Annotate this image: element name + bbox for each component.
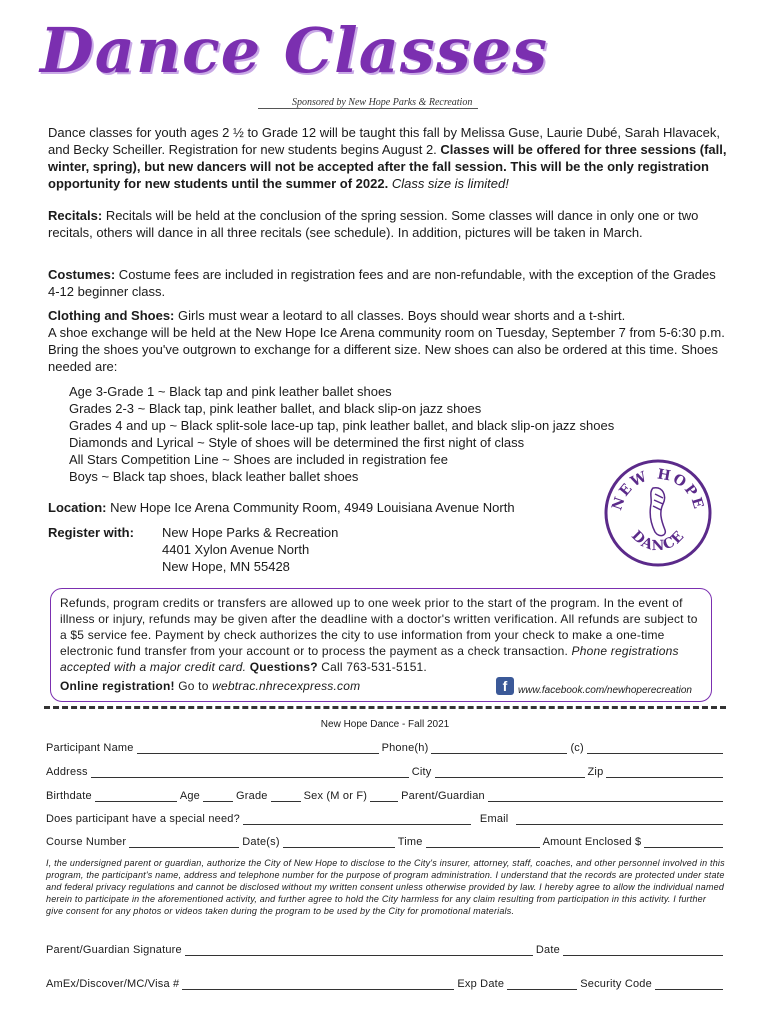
sex-label: Sex (M or F)	[303, 790, 368, 802]
location-text: New Hope Ice Arena Community Room, 4949 Louisiana Avenue North	[106, 500, 515, 515]
city-field[interactable]	[435, 766, 585, 778]
form-title: New Hope Dance - Fall 2021	[320, 719, 450, 730]
refund-policy-text: Refunds, program credits or transfers are allowed up to one week prior to the start of the program. In the event of illness or injury, refunds may be given after the deadline with a doctor's written verification. All refunds are subject to a $5 service fee. Payment by check authorizes the city to use information from your check to make a one-time electronic fund transfer from your account or to process the payment as a check transaction.	[60, 596, 698, 658]
shoes-list-item: Age 3-Grade 1 ~ Black tap and pink leather ballet shoes	[69, 384, 392, 399]
logo-bottom-text: DANCE	[628, 527, 688, 555]
city-label: City	[411, 766, 432, 778]
phone-cell-field[interactable]	[587, 742, 723, 754]
costumes-paragraph	[48, 266, 728, 300]
birthdate-label: Birthdate	[46, 790, 92, 802]
parent-guardian-label: Parent/Guardian	[401, 790, 485, 802]
participant-name-field[interactable]	[137, 742, 379, 754]
register-address-line: New Hope Parks & Recreation	[162, 525, 339, 540]
date-label: Date	[535, 944, 560, 956]
costumes-text: Costume fees are included in registration fees and are non-refundable, with the exception of the Grades 4-12 beginner class.	[48, 267, 716, 299]
special-need-label: Does participant have a special need?	[46, 813, 240, 825]
signature-field[interactable]	[185, 944, 533, 956]
sponsor-line: Sponsored by New Hope Parks & Recreation	[292, 97, 473, 108]
sex-field[interactable]	[370, 790, 398, 802]
address-label: Address	[46, 766, 88, 778]
special-need-field[interactable]	[243, 813, 471, 825]
questions-label: Questions?	[246, 660, 318, 674]
shoes-list-item: Boys ~ Black tap shoes, black leather ballet shoes	[69, 469, 359, 484]
security-code-label: Security Code	[580, 978, 652, 990]
shoe-exchange-text: A shoe exchange will be held at the New Hope Ice Arena community room on Tuesday, September 7 from 5-6:30 p.m. Bring the shoes you've outgrown to exchange for a different size. New shoes can also be ordered at this time. Shoes needed are:	[48, 325, 725, 374]
register-address-line: New Hope, MN 55428	[162, 559, 290, 574]
dates-field[interactable]	[283, 836, 395, 848]
amount-field[interactable]	[644, 836, 723, 848]
zip-field[interactable]	[606, 766, 723, 778]
clothing-paragraph	[48, 307, 728, 375]
online-registration-link[interactable]: webtrac.nhrecexpress.com	[212, 679, 361, 693]
card-number-label: AmEx/Discover/MC/Visa #	[46, 978, 180, 990]
page-title: Dance Classes	[40, 14, 549, 87]
phone-cell-label: (c)	[570, 742, 584, 754]
signature-label: Parent/Guardian Signature	[46, 944, 182, 956]
grade-label: Grade	[236, 790, 268, 802]
register-address	[162, 524, 338, 575]
sponsor-underline	[258, 108, 478, 109]
form-row-signature	[46, 944, 726, 956]
new-hope-dance-logo	[603, 458, 713, 568]
phone-home-label: Phone(h)	[381, 742, 429, 754]
zip-label: Zip	[587, 766, 604, 778]
costumes-label: Costumes:	[48, 267, 116, 282]
exp-date-label: Exp Date	[457, 978, 505, 990]
email-label: Email	[479, 813, 509, 825]
phone-home-field[interactable]	[431, 742, 567, 754]
grade-field[interactable]	[271, 790, 301, 802]
shoes-list-item: Grades 2-3 ~ Black tap, pink leather ballet, and black slip-on jazz shoes	[69, 401, 482, 416]
clothing-text: Girls must wear a leotard to all classes. Boys should wear shorts and a t-shirt.	[174, 308, 626, 323]
shoes-list-item: All Stars Competition Line ~ Shoes are included in registration fee	[69, 452, 449, 467]
form-row-payment	[46, 978, 726, 990]
phone-registration-text: Phone registrations accepted with a major credit card.	[60, 644, 679, 674]
shoes-list-item: Diamonds and Lyrical ~ Style of shoes will be determined the first night of class	[69, 435, 525, 450]
age-label: Age	[179, 790, 201, 802]
date-field[interactable]	[563, 944, 723, 956]
address-field[interactable]	[91, 766, 409, 778]
amount-label: Amount Enclosed $	[542, 836, 642, 848]
time-label: Time	[397, 836, 423, 848]
shoes-list-item: Grades 4 and up ~ Black split-sole lace-up tap, pink leather ballet, and black slip-on jazz shoes	[69, 418, 615, 433]
intro-text: Dance classes for youth ages 2 ½ to Grade 12 will be taught this fall by Melissa Guse, Laurie Dubé, Sarah Hlavacek, and Becky Scheiller. Registration for new students begins August 2.	[48, 125, 721, 157]
form-row-course	[46, 836, 726, 848]
intro-bold-text: Classes will be offered for three sessions (fall, winter, spring), but new dancers will not be accepted after the fall session. This will be the only registration opportunity for new students until the summer of 2022.	[48, 142, 727, 191]
logo-top-text: NEW HOPE	[609, 466, 707, 513]
birthdate-field[interactable]	[95, 790, 177, 802]
parent-guardian-field[interactable]	[488, 790, 723, 802]
questions-phone: Call 763-531-5151.	[317, 660, 427, 674]
dates-label: Date(s)	[242, 836, 280, 848]
form-row-birth	[46, 790, 726, 802]
card-number-field[interactable]	[182, 978, 454, 990]
facebook-link[interactable]: www.facebook.com/newhoperecreation	[518, 685, 692, 696]
cut-line	[44, 706, 726, 709]
intro-paragraph	[48, 124, 728, 192]
form-row-name	[46, 742, 726, 754]
security-code-field[interactable]	[655, 978, 723, 990]
class-size-note: Class size is limited!	[388, 176, 509, 191]
refund-info-text	[60, 595, 702, 694]
recitals-text: Recitals will be held at the conclusion of the spring session. Some classes will dance in only one or two recitals, others will dance in all three recitals (see schedule). In addition, pictures will be taken in March.	[48, 208, 699, 240]
participant-name-label: Participant Name	[46, 742, 134, 754]
register-label: Register with:	[48, 525, 134, 540]
recitals-paragraph	[48, 207, 728, 241]
facebook-icon[interactable]: f	[496, 677, 514, 695]
recitals-label: Recitals:	[48, 208, 103, 223]
exp-date-field[interactable]	[507, 978, 577, 990]
time-field[interactable]	[426, 836, 540, 848]
course-number-field[interactable]	[129, 836, 239, 848]
course-number-label: Course Number	[46, 836, 127, 848]
online-go-to: Go to	[174, 679, 213, 693]
online-registration-label: Online registration!	[60, 679, 175, 693]
age-field[interactable]	[203, 790, 233, 802]
location-label: Location:	[48, 500, 107, 515]
form-row-special	[46, 813, 726, 825]
clothing-label: Clothing and Shoes:	[48, 308, 175, 323]
register-address-line: 4401 Xylon Avenue North	[162, 542, 310, 557]
form-row-address	[46, 766, 726, 778]
email-field[interactable]	[516, 813, 723, 825]
consent-disclaimer: I, the undersigned parent or guardian, authorize the City of New Hope to disclose to the City's insurer, attorney, staff, coaches, and other personnel involved in this program, the participant's name, address and telephone number for the purpose of program administration. I understand that the records are protected under state and federal privacy regulations and cannot be disclosed without my written consent unless otherwise provided by law. I hereby agree to allow the individual named herein to participate in the aforementioned activity, and further agree to hold the City harmless for any claim resulting from participation in this activity. I further give consent for any photos or videos taken during the program to be used by the City for promotional materials.	[46, 858, 725, 916]
